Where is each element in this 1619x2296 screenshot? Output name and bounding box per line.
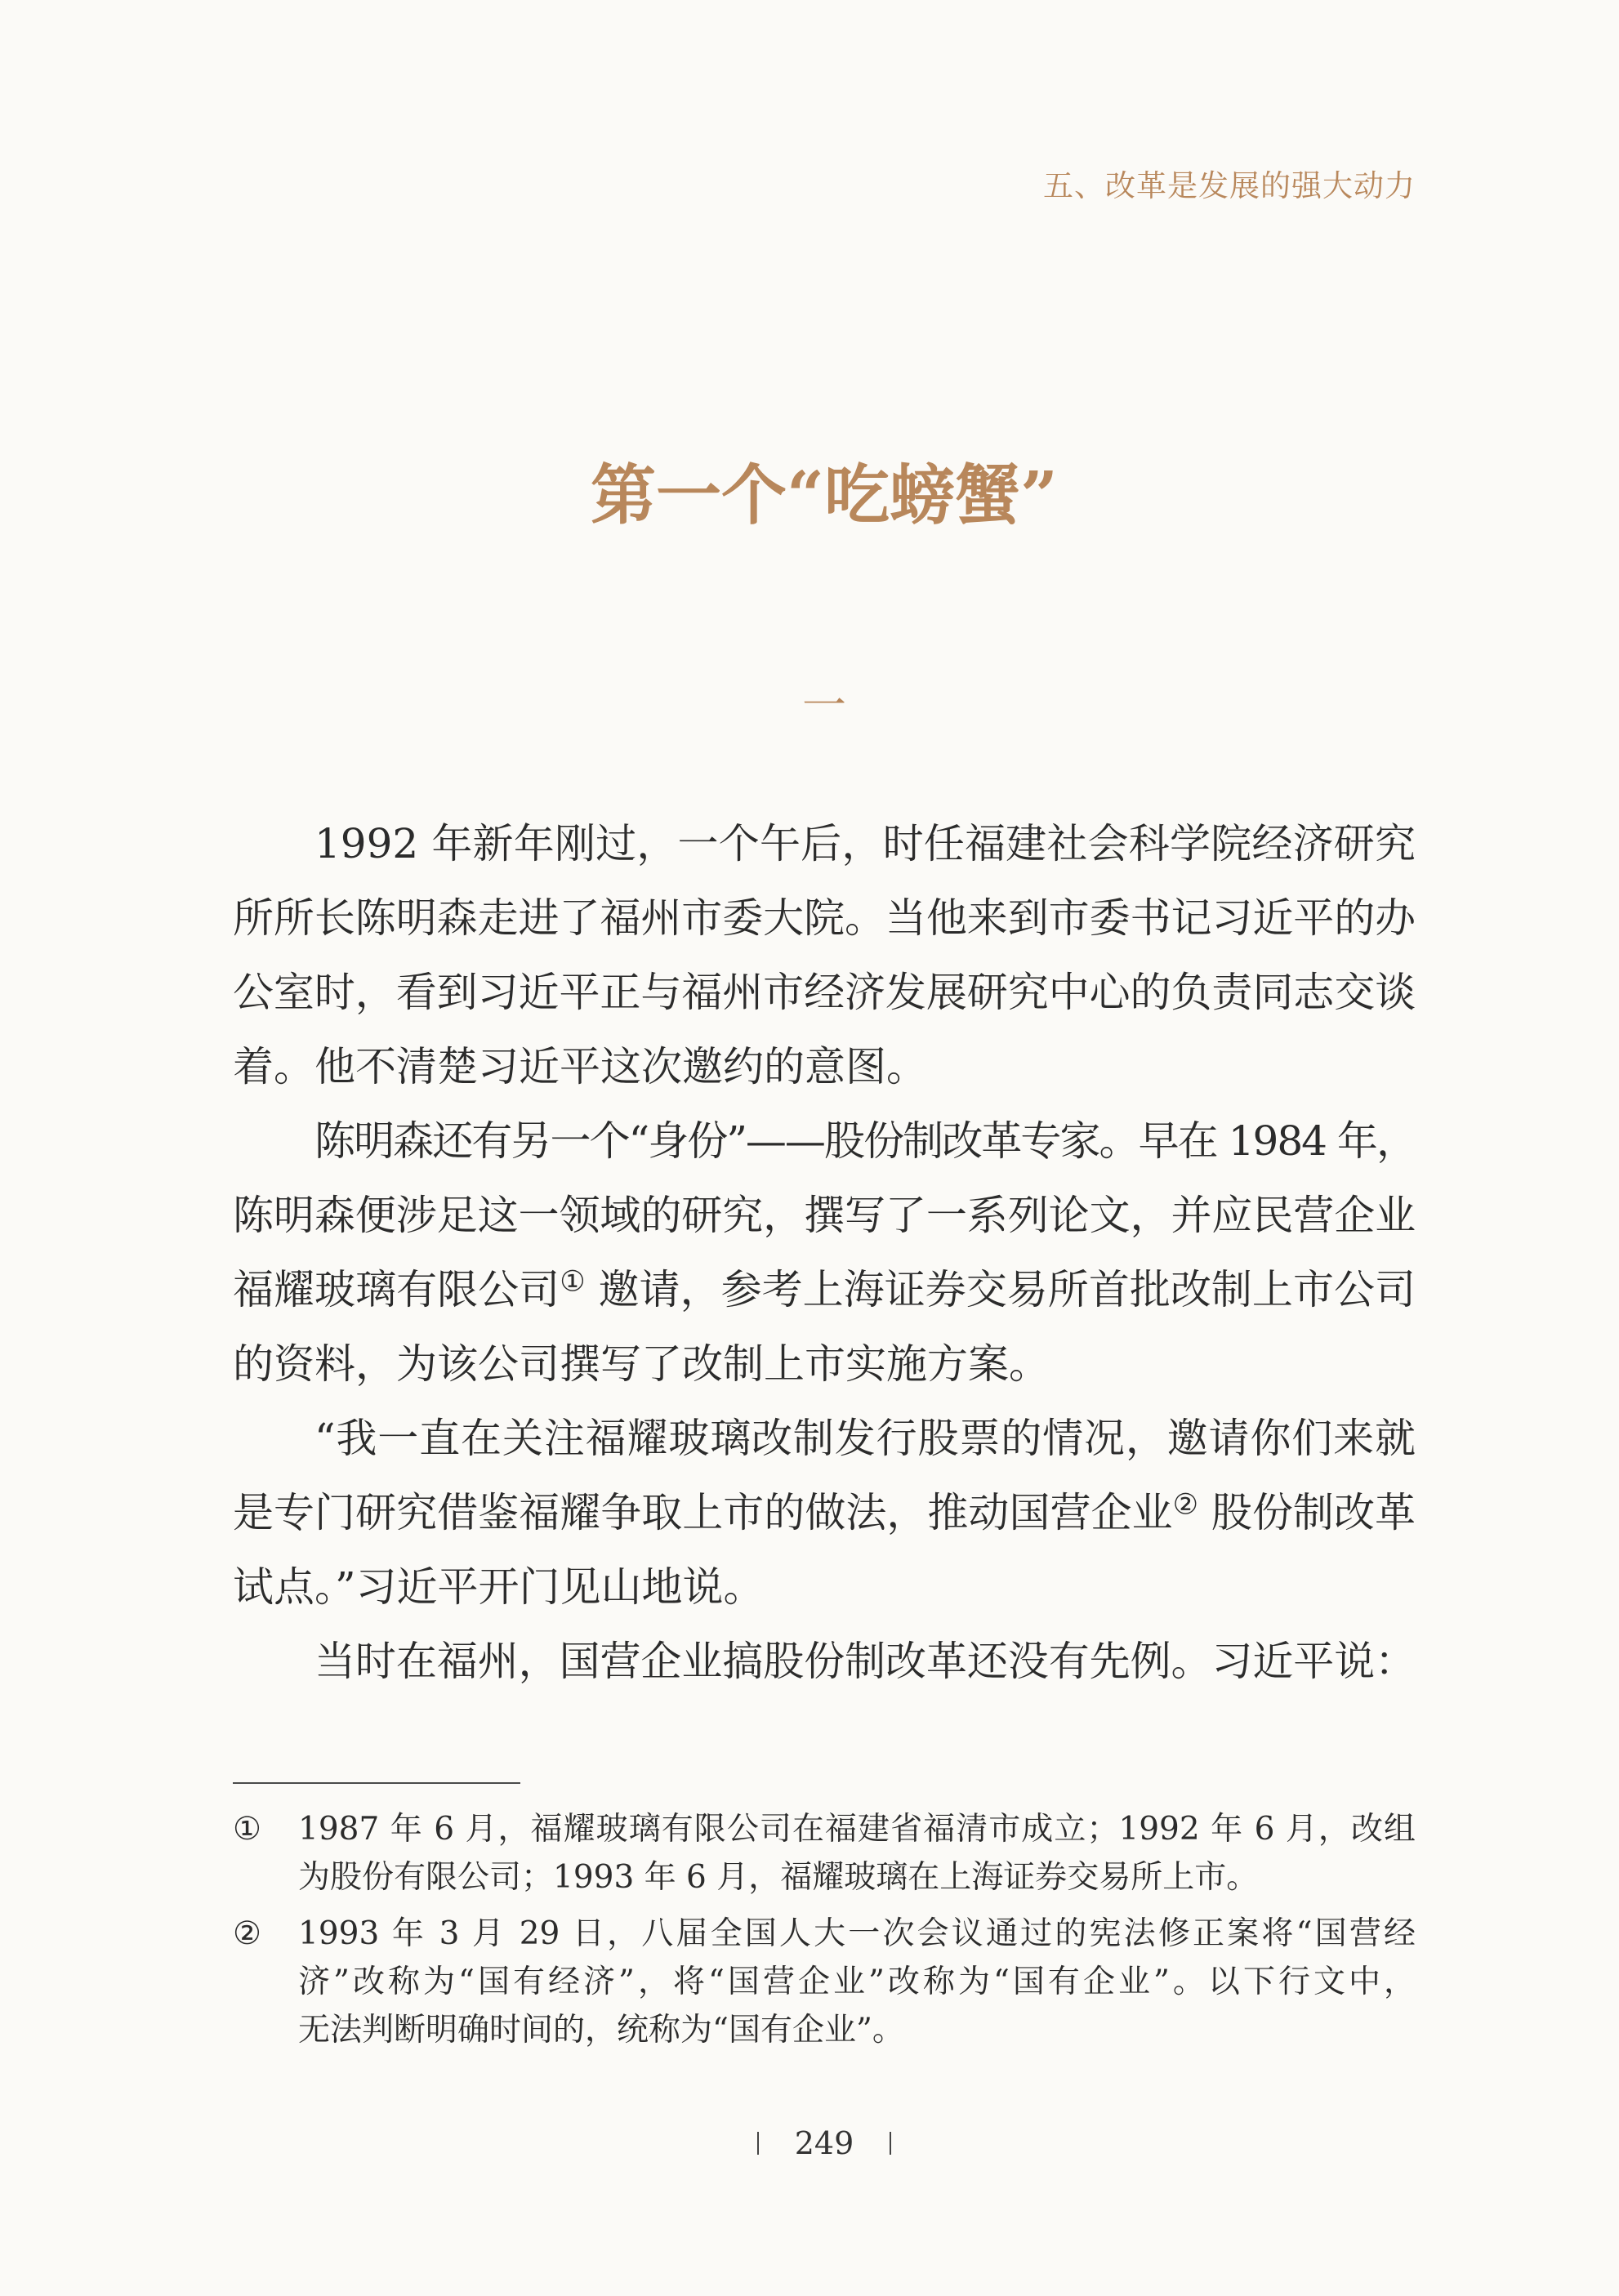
paragraph-3: [233, 1402, 1416, 1625]
footnote-divider: [233, 1782, 520, 1784]
text-line: 公室时，看到习近平正与福州市经济发展研究中心的负责同志交谈: [233, 969, 1416, 1016]
footnote-ref-1: ①: [560, 1265, 586, 1299]
text-run: 福耀玻璃有限公司: [233, 1266, 560, 1313]
section-number: 一: [802, 680, 846, 731]
page-number-bar-left: [757, 2132, 759, 2155]
footnote-2: [233, 1910, 1416, 2054]
body-text: [233, 807, 1416, 1699]
text-line: 陈明森便涉足这一领域的研究，撰写了一系列论文，并应民营企业: [233, 1192, 1416, 1239]
paragraph-1: [233, 807, 1416, 1104]
paragraph-2: [233, 1104, 1416, 1402]
text-line: 1992 年新年刚过，一个午后，时任福建社会科学院经济研究: [314, 820, 1416, 867]
footnote-1: [233, 1805, 1416, 1901]
footnote-mark: ①: [233, 1811, 261, 1848]
running-header: 五、改革是发展的强大动力: [1043, 168, 1416, 203]
footnote-line: 1993 年 3 月 29 日，八届全国人大一次会议通过的宪法修正案将“国营经: [298, 1915, 1416, 1952]
text-line: “我一直在关注福耀玻璃改制发行股票的情况，邀请你们来就: [314, 1415, 1416, 1462]
text-line: 的资料，为该公司撰写了改制上市实施方案。: [233, 1340, 1050, 1388]
footnote-line: 为股份有限公司；1993 年 6 月，福耀玻璃在上海证券交易所上市。: [298, 1859, 1259, 1896]
chapter-title: 第一个“吃螃蟹”: [590, 457, 1059, 533]
paragraph-4: [233, 1625, 1416, 1699]
text-line: 着。他不清楚习近平这次邀约的意图。: [233, 1043, 927, 1090]
page-number-value: 249: [794, 2125, 854, 2161]
footnotes: [233, 1805, 1416, 2054]
text-run: 股份制改革: [1198, 1489, 1416, 1536]
footnote-line: 济”改称为“国有经济”，将“国营企业”改称为“国有企业”。以下行文中，: [298, 1964, 1416, 2000]
text-run: 邀请，参考上海证券交易所首批改制上市公司: [585, 1266, 1416, 1313]
footnote-line: 无法判断明确时间的，统称为“国有企业”。: [298, 2012, 904, 2049]
page-number: [233, 2119, 1416, 2168]
page-number-bar-right: [890, 2132, 891, 2155]
text-line: 试点。”习近平开门见山地说。: [233, 1563, 765, 1611]
text-line: 所所长陈明森走进了福州市委大院。当他来到市委书记习近平的办: [233, 894, 1416, 942]
text-run: 是专门研究借鉴福耀争取上市的做法，推动国营企业: [233, 1489, 1173, 1536]
footnote-line: 1987 年 6 月，福耀玻璃有限公司在福建省福清市成立；1992 年 6 月，改组: [298, 1811, 1416, 1848]
text-line: 陈明森还有另一个“身份”——股份制改革专家。早在 1984 年，: [314, 1117, 1416, 1165]
text-line: [233, 1476, 1416, 1550]
footnote-ref-2: ②: [1172, 1488, 1198, 1522]
text-line: 当时在福州，国营企业搞股份制改革还没有先例。习近平说：: [314, 1638, 1416, 1685]
footnote-mark: ②: [233, 1915, 261, 1952]
text-line: [233, 1253, 1416, 1327]
